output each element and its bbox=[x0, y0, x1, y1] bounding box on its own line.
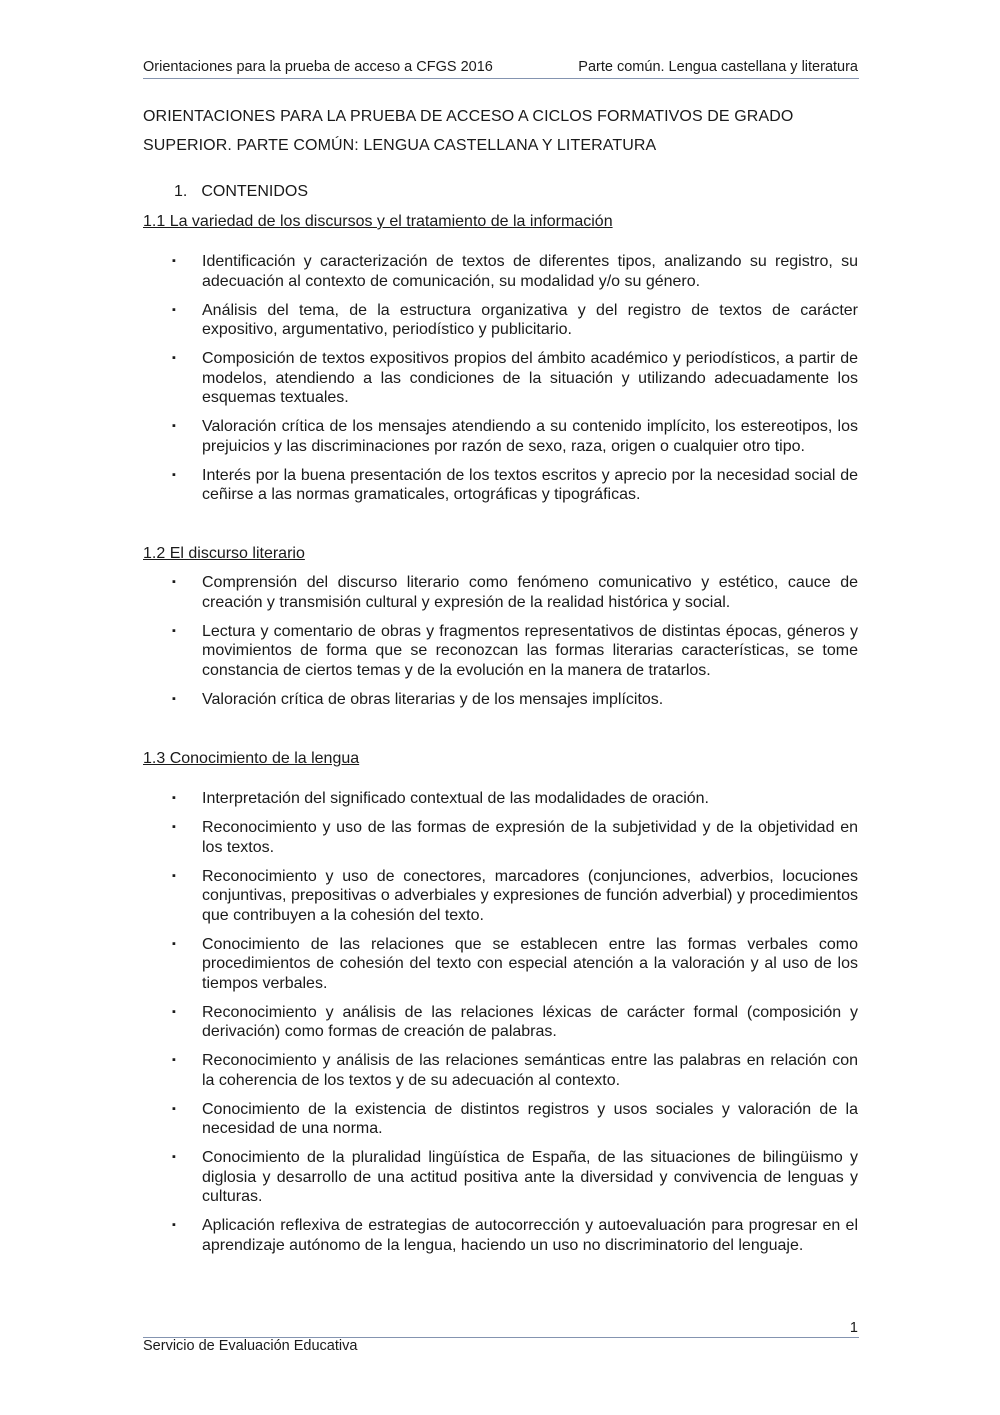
list-item-text: Conocimiento de la pluralidad lingüística de España, de las situaciones de bilingüismo y diglosia y desarrollo de una actitud positiva ante la diversidad y convivencia de lenguas y culturas. bbox=[202, 1149, 858, 1205]
list-item bbox=[143, 818, 858, 857]
list-item bbox=[143, 690, 858, 710]
subsection-heading: 1.2 El discurso literario bbox=[143, 545, 305, 562]
list-item-text: Comprensión del discurso literario como fenómeno comunicativo y estético, cauce de creación y transmisión cultural y expresión de la realidad histórica y social. bbox=[202, 574, 858, 611]
section-number: 1. bbox=[174, 183, 188, 200]
list-item-text: Reconocimiento y uso de conectores, marcadores (conjunciones, adverbios, locuciones conjuntivas, prepositivas o adverbiales y expresiones de función adverbial) y procedimientos que contribuyen a la cohesión del texto. bbox=[202, 867, 858, 924]
bullet-icon: ▪ bbox=[172, 624, 176, 637]
list-item-text: Aplicación reflexiva de estrategias de autocorrección y autoevaluación para progresar en el aprendizaje autónomo de la lengua, haciendo un uso no discriminatorio del lenguaje. bbox=[202, 1217, 858, 1254]
list-item-text: Análisis del tema, de la estructura organizativa y del registro de textos de carácter expositivo, argumentativo, periodístico y publicitario. bbox=[202, 301, 858, 338]
list-item-text: Valoración crítica de los mensajes atendiendo a su contenido implícito, los estereotipos, los prejuicios y las discriminaciones por razón de sexo, raza, origen o cualquier otro tipo. bbox=[202, 418, 858, 455]
bullet-icon: ▪ bbox=[172, 1151, 176, 1163]
document-title bbox=[143, 102, 858, 160]
list-item-text: Composición de textos expositivos propios del ámbito académico y periodísticos, a partir de modelos, atendiendo a las condiciones de la situación y utilizando adecuadamente los esquemas textuales. bbox=[202, 350, 858, 406]
bullet-icon: ▪ bbox=[172, 792, 176, 804]
list-item bbox=[143, 1216, 858, 1255]
list-item bbox=[143, 349, 858, 408]
list-item-text: Reconocimiento y uso de las formas de expresión de la subjetividad y de la objetividad en los textos. bbox=[202, 819, 858, 856]
header-right: Parte común. Lengua castellana y literatura bbox=[578, 59, 858, 75]
list-item bbox=[143, 1003, 858, 1042]
list-item bbox=[143, 789, 858, 809]
bullet-icon: ▪ bbox=[172, 1054, 176, 1066]
bullet-icon: ▪ bbox=[172, 869, 176, 882]
bullet-icon: ▪ bbox=[172, 937, 176, 950]
title-line-1: ORIENTACIONES PARA LA PRUEBA DE ACCESO A CICLOS FORMATIVOS DE GRADO bbox=[143, 108, 794, 125]
list-item bbox=[143, 622, 858, 681]
list-item-text: Interés por la buena presentación de los textos escritos y aprecio por la necesidad social de ceñirse a las normas gramaticales, ortográficas y tipográficas. bbox=[202, 466, 858, 503]
bullet-icon: ▪ bbox=[172, 255, 176, 267]
subsection-heading: 1.3 Conocimiento de la lengua bbox=[143, 750, 360, 767]
bullet-icon: ▪ bbox=[172, 352, 176, 364]
section-label: CONTENIDOS bbox=[201, 183, 309, 200]
list-item bbox=[143, 1148, 858, 1207]
list-item bbox=[143, 1100, 858, 1139]
list-item bbox=[143, 417, 858, 456]
bullet-icon: ▪ bbox=[172, 420, 176, 432]
bullet-list bbox=[143, 252, 858, 514]
subsection-heading: 1.1 La variedad de los discursos y el tratamiento de la información bbox=[143, 213, 613, 230]
page-header bbox=[143, 59, 858, 75]
list-item-text: Identificación y caracterización de textos de diferentes tipos, analizando su registro, su adecuación al contexto de comunicación, su modalidad y/o su género. bbox=[202, 253, 858, 290]
list-item bbox=[143, 935, 858, 994]
list-item-text: Lectura y comentario de obras y fragmentos representativos de distintas épocas, géneros y movimientos de forma que se reconozcan las formas literarias características, se tome constancia de ciertos temas y de la evolución en la manera de tratarlos. bbox=[202, 622, 858, 679]
list-item-text: Reconocimiento y análisis de las relaciones léxicas de carácter formal (composición y derivación) como formas de creación de palabras. bbox=[202, 1003, 858, 1040]
bullet-list bbox=[143, 573, 858, 719]
section-contenidos bbox=[174, 183, 889, 201]
bullet-icon: ▪ bbox=[172, 1005, 176, 1018]
list-item-text: Interpretación del significado contextual de las modalidades de oración. bbox=[202, 790, 709, 807]
list-item bbox=[143, 252, 858, 291]
list-item-text: Conocimiento de la existencia de distintos registros y usos sociales y valoración de la necesidad de una norma. bbox=[202, 1100, 858, 1137]
footer-text: Servicio de Evaluación Educativa bbox=[143, 1338, 358, 1354]
header-left: Orientaciones para la prueba de acceso a CFGS 2016 bbox=[143, 59, 493, 75]
list-item bbox=[143, 573, 858, 612]
title-line-2: SUPERIOR. PARTE COMÚN: LENGUA CASTELLANA Y LITERATURA bbox=[143, 137, 657, 154]
list-item bbox=[143, 466, 858, 505]
page-number: 1 bbox=[849, 1320, 858, 1336]
list-item-text: Reconocimiento y análisis de las relaciones semánticas entre las palabras en relación con la coherencia de los textos y de su adecuación al contexto. bbox=[202, 1052, 858, 1089]
bullet-list bbox=[143, 789, 858, 1265]
bullet-icon: ▪ bbox=[172, 821, 176, 833]
bullet-icon: ▪ bbox=[172, 303, 176, 316]
list-item-text: Valoración crítica de obras literarias y de los mensajes implícitos. bbox=[202, 690, 664, 708]
bullet-icon: ▪ bbox=[172, 468, 176, 481]
list-item-text: Conocimiento de las relaciones que se establecen entre las formas verbales como procedimientos de cohesión del texto con especial atención a la valoración y al uso de los tiempos verbales. bbox=[202, 935, 858, 992]
bullet-icon: ▪ bbox=[172, 1219, 176, 1231]
bullet-icon: ▪ bbox=[172, 576, 176, 588]
list-item bbox=[143, 1051, 858, 1090]
header-rule bbox=[143, 78, 859, 79]
bullet-icon: ▪ bbox=[172, 692, 176, 705]
list-item bbox=[143, 301, 858, 340]
list-item bbox=[143, 867, 858, 926]
bullet-icon: ▪ bbox=[172, 1102, 176, 1115]
